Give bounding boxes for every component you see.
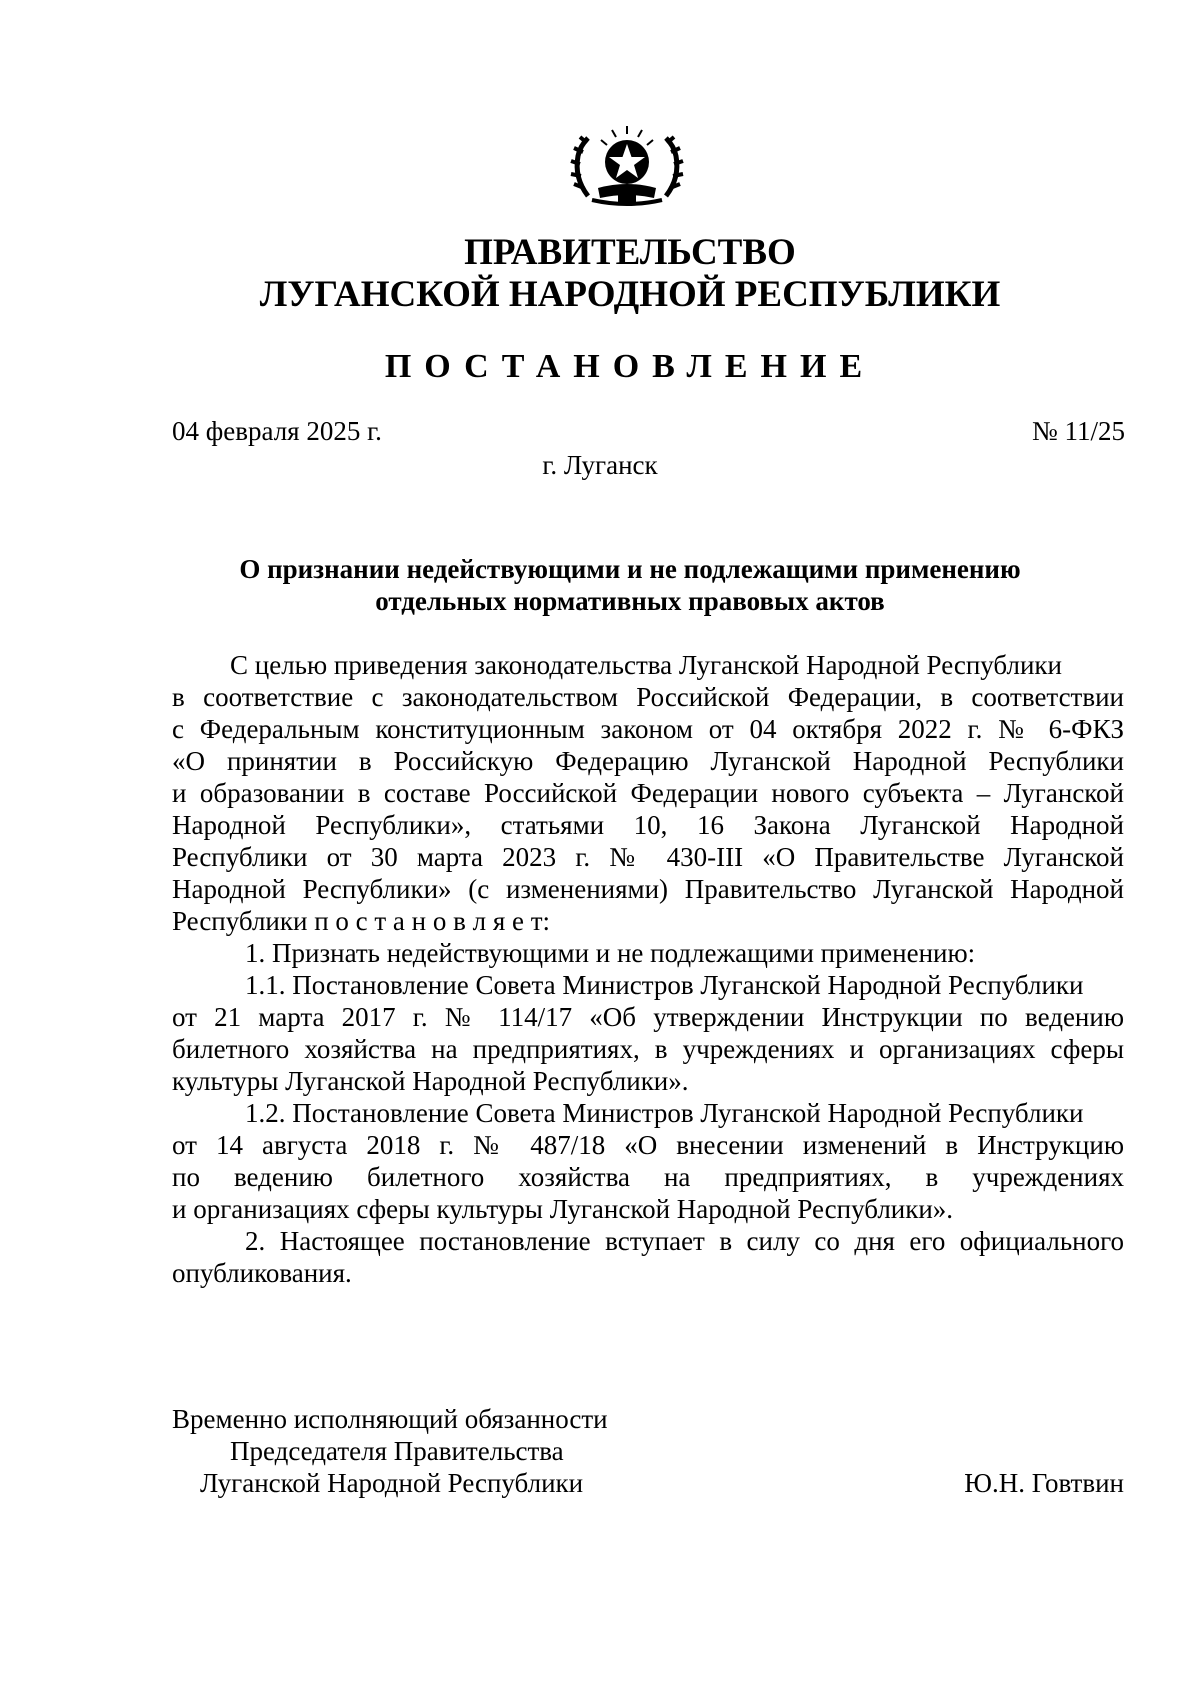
signature-position-line1: Временно исполняющий обязанности	[172, 1404, 608, 1434]
body-line: Народной Республики», статьями 10, 16 Закона Луганской Народной	[172, 810, 1124, 840]
document-city: г. Луганск	[542, 450, 658, 480]
org-title-line2: ЛУГАНСКОЙ НАРОДНОЙ РЕСПУБЛИКИ	[259, 274, 1001, 315]
body-line: с Федеральным конституционным законом от 04 октября 2022 г. № 6-ФКЗ	[172, 714, 1124, 744]
body-line: «О принятии в Российскую Федерацию Луганской Народной Республики	[172, 746, 1124, 776]
org-title-line1: ПРАВИТЕЛЬСТВО	[464, 232, 796, 273]
body-line: и организациях сферы культуры Луганской Народной Республики».	[172, 1194, 954, 1224]
body-line: по ведению билетного хозяйства на предприятиях, в учреждениях	[172, 1162, 1124, 1192]
document-date: 04 февраля 2025 г.	[172, 416, 382, 446]
signature-position-line2: Председателя Правительства	[230, 1436, 564, 1466]
body-line: С целью приведения законодательства Луганской Народной Республики	[230, 650, 1062, 680]
body-line: билетного хозяйства на предприятиях, в учреждениях и организациях сферы	[172, 1034, 1124, 1064]
signature-position-line3: Луганской Народной Республики	[200, 1468, 584, 1498]
body-line: от 14 августа 2018 г. № 487/18 «О внесении изменений в Инструкцию	[172, 1130, 1124, 1160]
document-number: № 11/25	[1031, 416, 1125, 446]
body-line: культуры Луганской Народной Республики».	[172, 1066, 689, 1096]
body-line: 2. Настоящее постановление вступает в силу со дня его официального	[245, 1226, 1124, 1256]
coat-of-arms-icon	[568, 118, 686, 214]
document-type: ПОСТАНОВЛЕНИЕ	[384, 348, 876, 385]
body-line: 1. Признать недействующими и не подлежащими применению:	[245, 938, 976, 968]
body-line: Республики от 30 марта 2023 г. № 430-III «О Правительстве Луганской	[172, 842, 1124, 872]
body-line: 1.2. Постановление Совета Министров Луганской Народной Республики	[245, 1098, 1084, 1128]
body-line: в соответствие с законодательством Российской Федерации, в соответствии	[172, 682, 1124, 712]
body-line: Республики п о с т а н о в л я е т:	[172, 906, 551, 936]
document-title-line1: О признании недействующими и не подлежащими применению	[239, 554, 1021, 584]
signatory-name: Ю.Н. Говтвин	[964, 1468, 1124, 1498]
body-line: и образовании в составе Российской Федерации нового субъекта – Луганской	[172, 778, 1124, 808]
body-line: Народной Республики» (с изменениями) Правительство Луганской Народной	[172, 874, 1124, 904]
body-line: опубликования.	[172, 1258, 352, 1288]
body-line: от 21 марта 2017 г. № 114/17 «Об утверждении Инструкции по ведению	[172, 1002, 1124, 1032]
document-title-line2: отдельных нормативных правовых актов	[375, 586, 885, 616]
body-line: 1.1. Постановление Совета Министров Луганской Народной Республики	[245, 970, 1084, 1000]
